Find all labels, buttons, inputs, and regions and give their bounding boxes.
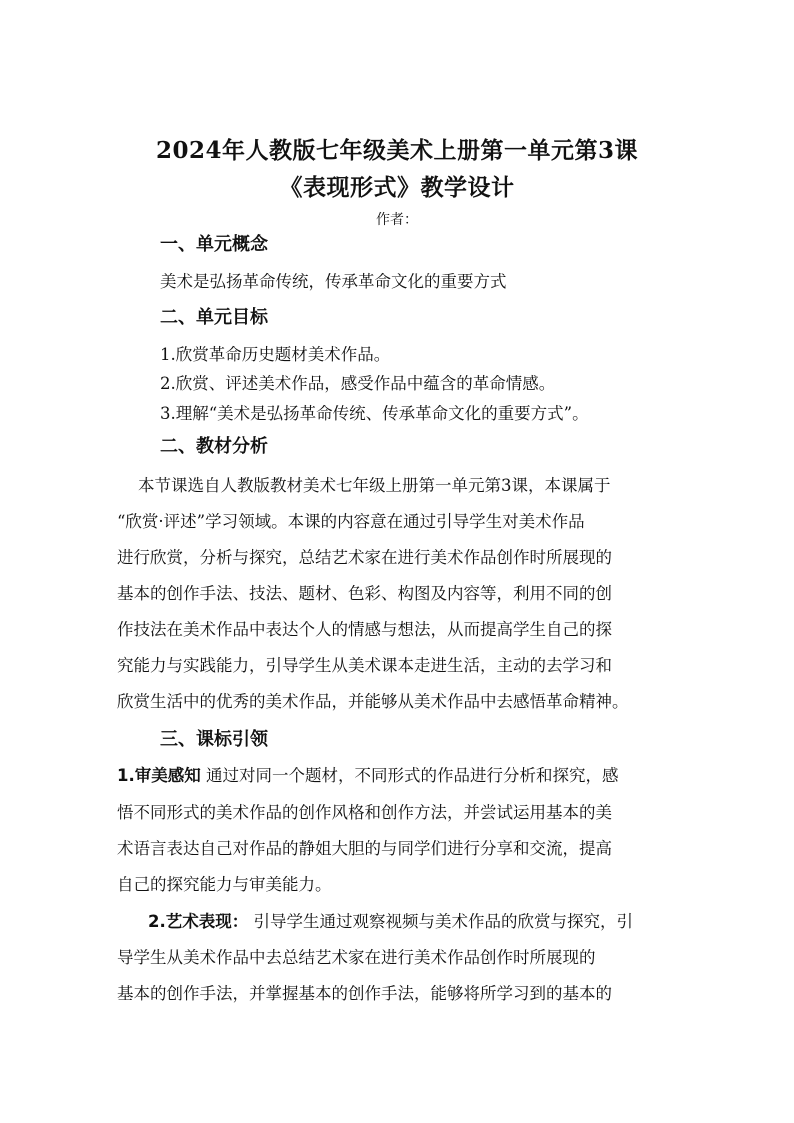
author-label: 作者： <box>376 212 418 228</box>
section-heading-material-analysis: 二、教材分析 <box>160 436 268 457</box>
curriculum-item-1-text: 通过对同一个题材，不同形式的作品进行分析和探究，感 <box>206 766 619 785</box>
material-analysis-line: 究能力与实践能力，引导学生从美术课本走进生活，主动的去学习和 <box>117 656 612 675</box>
material-analysis-line: “欣赏·评述”学习领域。本课的内容意在通过引导学生对美术作品 <box>117 512 585 531</box>
curriculum-item-2-lead: 2.艺术表现： <box>148 912 249 931</box>
material-analysis-line: 进行欣赏，分析与探究，总结艺术家在进行美术作品创作时所展现的 <box>117 548 612 567</box>
curriculum-item-1-line: 术语言表达自己对作品的静姐大胆的与同学们进行分享和交流，提高 <box>117 839 612 858</box>
curriculum-item-1-line: 悟不同形式的美术作品的创作风格和创作方法，并尝试运用基本的美 <box>117 803 612 822</box>
unit-goal-item: 2.欣赏、评述美术作品，感受作品中蕴含的革命情感。 <box>160 374 556 393</box>
unit-goal-item: 1.欣赏革命历史题材美术作品。 <box>160 345 391 364</box>
material-analysis-line: 本节课选自人教版教材美术七年级上册第一单元第3课，本课属于 <box>138 476 611 495</box>
material-analysis-line: 基本的创作手法、技法、题材、色彩、构图及内容等，利用不同的创 <box>117 584 612 603</box>
document-title-line-2: 《表现形式》教学设计 <box>279 174 515 201</box>
curriculum-item-2-line: 基本的创作手法，并掌握基本的创作手法，能够将所学习到的基本的 <box>117 984 612 1003</box>
section-heading-curriculum: 三、课标引领 <box>160 729 268 750</box>
curriculum-item-1-line <box>117 764 619 788</box>
curriculum-item-2-line: 导学生从美术作品中去总结艺术家在进行美术作品创作时所展现的 <box>117 948 596 967</box>
curriculum-item-2-text: 引导学生通过观察视频与美术作品的欣赏与探究，引 <box>253 912 633 931</box>
document-title-line-1: 2024年人教版七年级美术上册第一单元第3课 <box>155 137 639 164</box>
unit-concept-text: 美术是弘扬革命传统，传承革命文化的重要方式 <box>160 272 507 291</box>
curriculum-item-1-lead: 1.审美感知 <box>117 766 201 785</box>
unit-goal-item: 3.理解“美术是弘扬革命传统、传承革命文化的重要方式”。 <box>160 404 589 423</box>
section-heading-unit-goals: 二、单元目标 <box>160 307 268 328</box>
curriculum-item-2-line <box>148 910 633 934</box>
curriculum-item-1-line: 自己的探究能力与审美能力。 <box>117 875 332 894</box>
material-analysis-line: 欣赏生活中的优秀的美术作品，并能够从美术作品中去感悟革命精神。 <box>117 692 629 711</box>
section-heading-unit-concept: 一、单元概念 <box>160 234 268 255</box>
material-analysis-line: 作技法在美术作品中表达个人的情感与想法，从而提高学生自己的探 <box>117 620 612 639</box>
